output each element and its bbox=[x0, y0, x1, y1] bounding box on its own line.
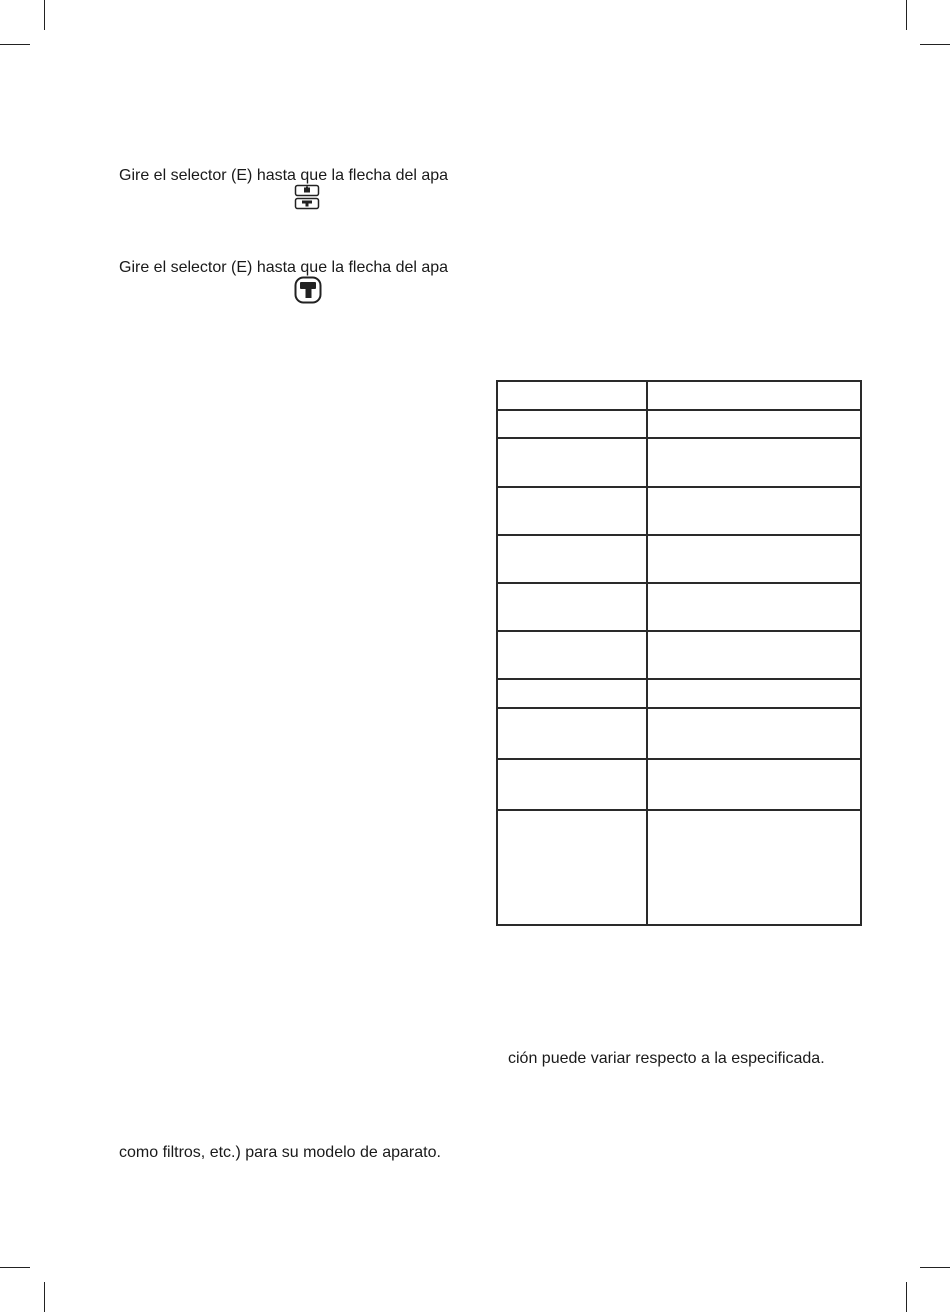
table-row bbox=[497, 679, 861, 708]
table-cell-label bbox=[497, 381, 647, 410]
table-cell-label bbox=[497, 410, 647, 438]
table-cell-value bbox=[647, 759, 861, 810]
table-row bbox=[497, 583, 861, 631]
table-cell-value bbox=[647, 381, 861, 410]
table-cell-label bbox=[497, 438, 647, 487]
table-cell-label bbox=[497, 679, 647, 708]
table-cell-value bbox=[647, 708, 861, 759]
table-row bbox=[497, 631, 861, 679]
selector-instruction-2: Gire el selector (E) hasta que la flecha del apa bbox=[119, 259, 449, 276]
table-cell-label bbox=[497, 487, 647, 535]
table-row bbox=[497, 708, 861, 759]
table-cell-label bbox=[497, 708, 647, 759]
crop-mark bbox=[44, 1282, 45, 1312]
table-cell-value bbox=[647, 583, 861, 631]
crop-mark bbox=[920, 44, 950, 45]
table-row bbox=[497, 535, 861, 583]
accessories-note: como filtros, etc.) para su modelo de aparato. bbox=[119, 1144, 441, 1161]
table-cell-value bbox=[647, 535, 861, 583]
table-cell-value bbox=[647, 487, 861, 535]
crop-mark bbox=[44, 0, 45, 30]
table-cell-value bbox=[647, 410, 861, 438]
table-cell-value bbox=[647, 631, 861, 679]
table-cell-value bbox=[647, 679, 861, 708]
table-row bbox=[497, 381, 861, 410]
hammer-mode-icon bbox=[294, 276, 322, 304]
crop-mark bbox=[920, 1267, 950, 1268]
table-cell-value bbox=[647, 438, 861, 487]
table-cell-label bbox=[497, 631, 647, 679]
table-cell-value bbox=[647, 810, 861, 925]
function-selector-pair-icon bbox=[294, 184, 320, 210]
crop-mark bbox=[0, 1267, 30, 1268]
crop-mark bbox=[0, 44, 30, 45]
crop-mark bbox=[906, 1282, 907, 1312]
specifications-table bbox=[496, 380, 862, 926]
crop-mark bbox=[906, 0, 907, 30]
table-cell-label bbox=[497, 810, 647, 925]
table-row bbox=[497, 438, 861, 487]
table-cell-label bbox=[497, 535, 647, 583]
selector-instruction-1: Gire el selector (E) hasta que la flecha del apa bbox=[119, 167, 449, 184]
variation-note: ción puede variar respecto a la especificada. bbox=[508, 1050, 825, 1067]
table-row bbox=[497, 410, 861, 438]
table-cell-label bbox=[497, 759, 647, 810]
table-row bbox=[497, 759, 861, 810]
table-row bbox=[497, 810, 861, 925]
table-cell-label bbox=[497, 583, 647, 631]
table-row bbox=[497, 487, 861, 535]
